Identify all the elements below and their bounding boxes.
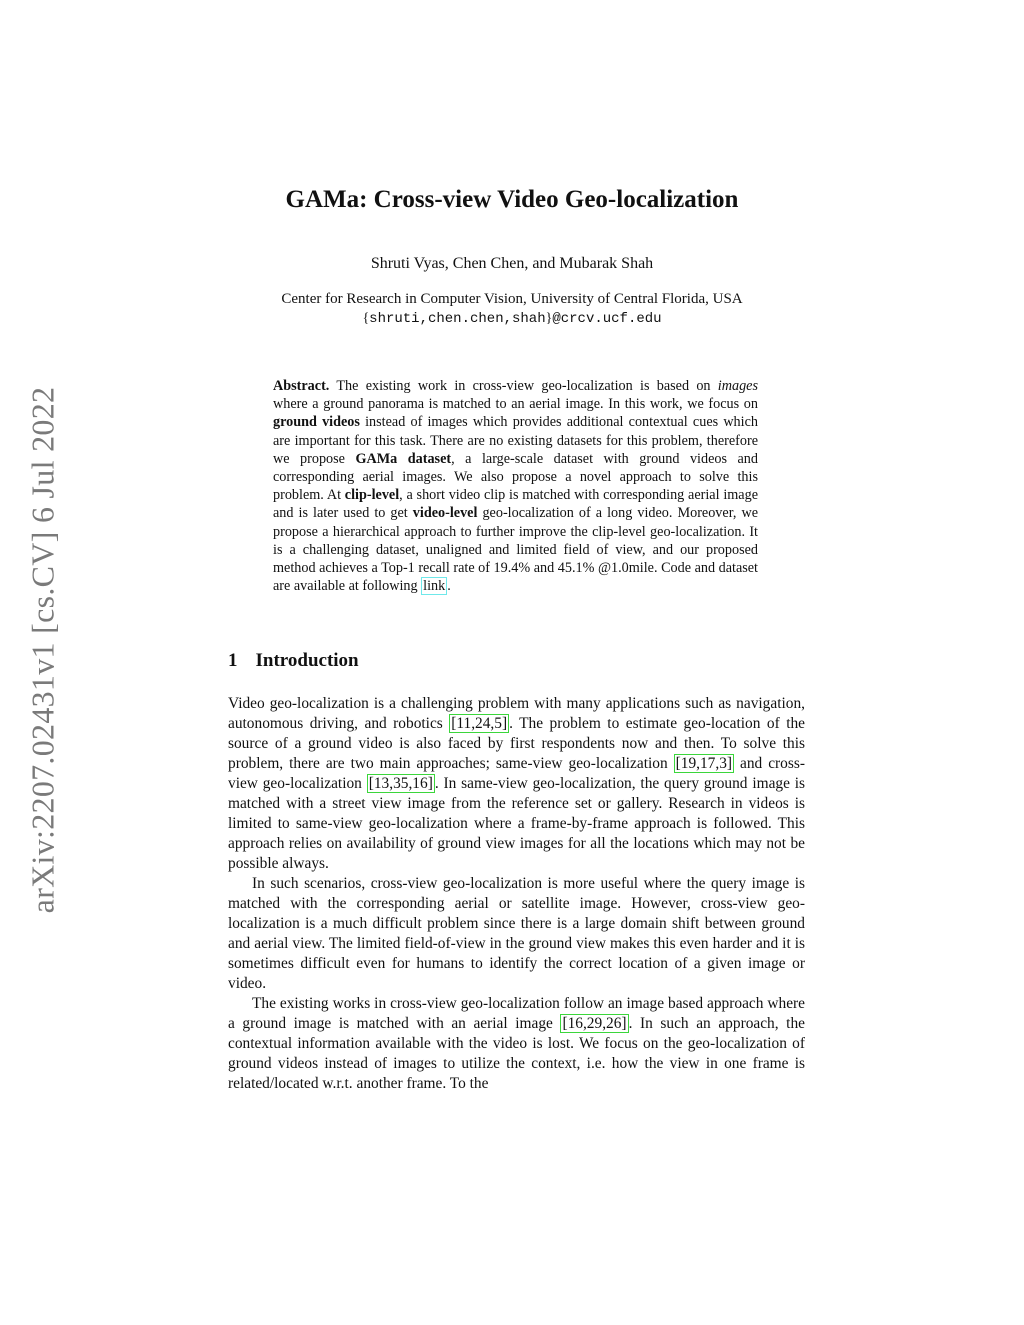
intro-paragraph-2: In such scenarios, cross-view geo-localization is more useful where the query image is matched with the corresponding aerial or satellite image. However, cross-view geo-localization is a much difficult problem since there is a large domain shift between ground and aerial view. The limited field-of-view in the ground view makes this even harder and it is sometimes difficult even for humans to identify the correct location of a given image or video. <box>228 875 805 992</box>
abstract-text: , a large-scale dataset with ground videos and corresponding aerial images. We also propose a novel approach to solve this problem. At <box>273 450 758 504</box>
abstract-bold-ground-videos: ground videos <box>273 414 360 431</box>
citation-link[interactable]: [19,17,3] <box>675 755 733 772</box>
author-email <box>0 309 1024 329</box>
abstract-label: Abstract. <box>273 378 330 394</box>
abstract-bold-video-level: video-level <box>412 505 478 522</box>
abstract-text: geo-localization of a long video. Moreover, we propose a hierarchical approach to further improve the clip-level geo-localization. It is a challenging dataset, unaligned and limited field of view, and our proposed method achieves a Top-1 recall rate of 19.4% and 45.1% @1.0mile. Code and dataset are available at following <box>273 505 758 595</box>
introduction-body <box>228 694 805 1094</box>
abstract-text: The existing work in cross-view geo-localization is based on <box>329 378 718 394</box>
citation-link[interactable]: [16,29,26] <box>562 1015 627 1032</box>
arxiv-sidebar-stamp <box>20 370 66 930</box>
body-text: The existing works in cross-view geo-localization follow an image based approach where a ground image is matched with an aerial image <box>228 995 805 1032</box>
arxiv-identifier: arXiv:2207.02431v1 [cs.CV] 6 Jul 2022 <box>24 386 61 914</box>
body-text: Video geo-localization is a challenging problem with many applications such as navigation, autonomous driving, and robotics <box>228 695 805 732</box>
body-text: . The problem to estimate geo-location of the source of a ground video is also faced by first respondents now and then. To solve this problem, there are two main approaches; same-view geo-localization <box>228 715 805 772</box>
author-list: Shruti Vyas, Chen Chen, and Mubarak Shah <box>370 255 654 272</box>
intro-paragraph-1 <box>228 694 805 874</box>
abstract <box>273 377 758 595</box>
section-title: Introduction <box>255 650 359 671</box>
citation-link[interactable]: [11,24,5] <box>451 715 508 732</box>
affiliation-block <box>0 289 1024 329</box>
body-text: and cross-view geo-localization <box>228 755 805 792</box>
dataset-link[interactable]: link <box>423 578 446 595</box>
intro-paragraph-3 <box>228 994 805 1094</box>
email-brace-close: } <box>545 311 553 326</box>
email-domain: @crcv.ucf.edu <box>552 311 662 327</box>
affiliation: Center for Research in Computer Vision, University of Central Florida, USA <box>281 291 743 307</box>
abstract-bold-clip-level: clip-level <box>344 487 400 504</box>
abstract-text: . <box>447 578 451 595</box>
abstract-bold-gama-dataset: GAMa dataset <box>355 450 452 467</box>
abstract-text: where a ground panorama is matched to an aerial image. In this work, we focus on <box>273 396 758 413</box>
paper-title: GAMa: Cross-view Video Geo-localization <box>285 186 739 213</box>
abstract-emphasis-images: images <box>717 378 758 394</box>
citation-link[interactable]: [13,35,16] <box>368 775 433 792</box>
section-number: 1 <box>228 650 238 671</box>
email-names: shruti,chen.chen,shah <box>369 311 546 327</box>
body-text: . In such an approach, the contextual information available with the video is lost. We focus on the geo-localization of ground videos instead of images to utilize the context, i.e. how the view in one frame is related/located w.r.t. another frame. To the <box>228 1015 805 1092</box>
body-text: . In same-view geo-localization, the query ground image is matched with a street view image from the reference set or gallery. Research in videos is limited to same-view geo-localization where a frame-by-frame approach is followed. This approach relies on availability of ground view images for all the locations which may not be possible always. <box>228 775 806 872</box>
abstract-text: instead of images which provides additional contextual cues which are important for this task. There are no existing datasets for this problem, therefore we propose <box>273 414 758 467</box>
section-heading <box>228 650 359 672</box>
abstract-text: , a short video clip is matched with corresponding aerial image and is later used to get <box>273 487 758 522</box>
email-brace-open: { <box>362 311 370 326</box>
